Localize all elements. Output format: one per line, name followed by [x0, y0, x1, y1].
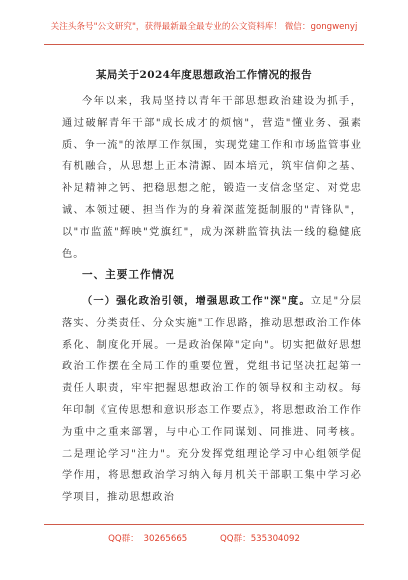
intro-paragraph: 今年以来，我局坚持以青年干部思想政治建设为抓手，通过破解青年干部"成长成才的烦恼"，营造"懂业务、强素质、争一流"的浓厚工作氛围，实现党建工作和市场监管事业有机融合，从思想上正本清源、固本培元，筑牢信仰之基、补足精神之钙、把稳思想之舵，锻造一支信念坚定、对党忠诚、本领过硬、担当作为的身着深蓝笼挺制服的"青锋队"，以"市监蓝"辉映"党旗红"，成为深耕监管执法一线的稳健底色。 — [62, 96, 362, 260]
section-heading: 一、主要工作情况 — [82, 269, 175, 281]
intro-paragraph-block — [62, 91, 362, 265]
subsection-body: 立足"分层落实、分类责任、分众实施"工作思路，推动思想政治工作体系化、制度化开展。一是政治保障"定向"。切实把做好思想政治工作摆在全局工作的重要位置，党组书记坚决扛起第一责任人职责，牢牢把握思想政治工作的领导权和主动权。每年印制《宣传思想和意识形态工作要点》，将思想政治工作作为重中之重来部署，与中心工作同谋划、同推进、同考核。二是理论学习"注力"。充分发挥党组理论学习中心组领学促学作用，将思想政治学习纳入每月机关干部职工集中学习必学项目，推动思想政治 — [62, 296, 363, 504]
top-divider — [44, 44, 364, 45]
subsection-heading: （一）强化政治引领，增强思政工作"深"度。 — [82, 295, 311, 307]
top-banner: 关注头条号"公文研究"，获得最新最全最专业的公文资料库！ 微信：gongwenyj — [50, 22, 358, 32]
subsection-block — [62, 291, 362, 509]
footer-qq-group-1: QQ群： 30265665 — [108, 534, 188, 544]
document-title: 某局关于2024年度思想政治工作情况的报告 — [95, 69, 313, 81]
footer — [0, 532, 408, 544]
bottom-divider — [44, 524, 364, 525]
subsection-paragraph — [62, 291, 362, 509]
footer-qq-group-2: QQ群：535304092 — [220, 534, 300, 544]
